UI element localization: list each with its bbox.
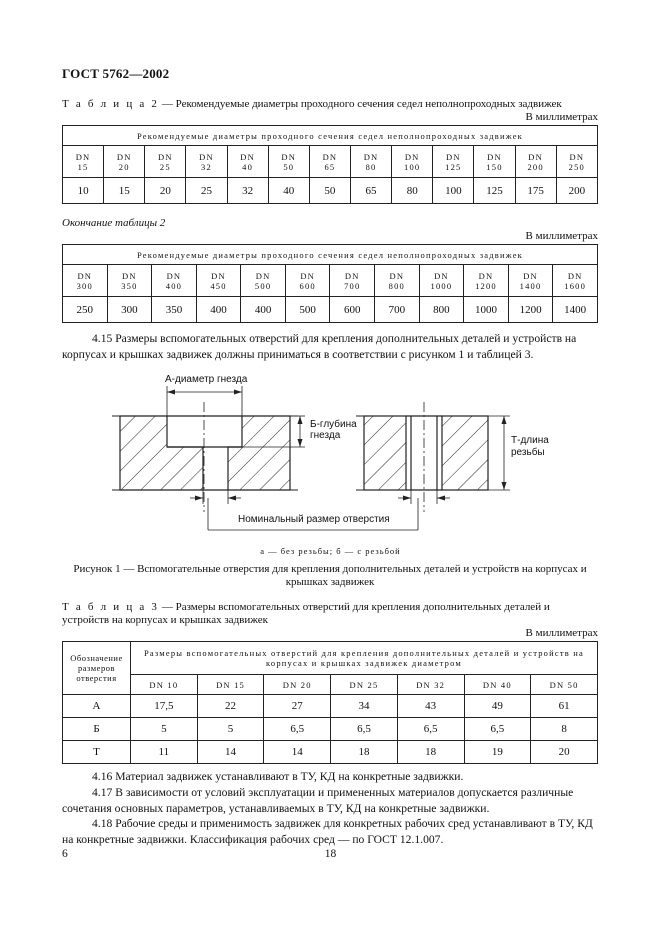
table3-cell: 11 [131, 741, 198, 764]
table2-end-units: В миллиметрах [525, 230, 598, 242]
paragraph-4-17: 4.17 В зависимости от условий эксплуатации и примененных материалов допускается различные сочетания основных параметров, устанавливаемых в ТУ, КД на конкретные задвижки. [62, 786, 574, 815]
table2-dn-cell: DN 200 [515, 146, 556, 178]
table3-span-header: Размеры вспомогательных отверстий для крепления дополнительных деталей и устройств на корпусах и крышках задвижек диаметром [131, 642, 598, 675]
table2-value-cell: 125 [474, 178, 515, 204]
table3-cell: 6,5 [397, 718, 464, 741]
table2-value-row [63, 178, 598, 204]
table2-end-dn-cell: DN 1200 [464, 265, 509, 297]
table3-cell: 17,5 [131, 695, 198, 718]
table2-end-value-cell: 700 [375, 297, 420, 323]
table3-row-label: Б [63, 718, 131, 741]
table2-value-cell: 80 [392, 178, 433, 204]
table3-cell: 14 [264, 741, 331, 764]
table2-end-dn-cell: DN 800 [375, 265, 420, 297]
table3-row-label: А [63, 695, 131, 718]
paragraph-4-15: 4.15 Размеры вспомогательных отверстий для крепления дополнительных деталей и устройств на корпусах и крышках задвижек должны приниматься в соответствии с рисунком 1 и таблицей 3. [62, 332, 577, 361]
table2-value-cell: 10 [63, 178, 104, 204]
figure-label-t [511, 435, 549, 459]
table2-dn-cell: DN 20 [104, 146, 145, 178]
table3-caption-text: — Размеры вспомогательных отверстий для крепления дополнительных деталей и устройств на корпусах и крышках задвижек [62, 601, 550, 626]
table2-value-cell: 40 [268, 178, 309, 204]
table3-cell: 8 [531, 718, 598, 741]
figure-label-t-line1: Т-длина [511, 435, 549, 446]
table2-end-value-cell: 300 [107, 297, 152, 323]
table2-dn-cell: DN 15 [63, 146, 104, 178]
table3-row-label: Т [63, 741, 131, 764]
table3-cell: 6,5 [464, 718, 531, 741]
table2-value-cell: 50 [309, 178, 350, 204]
table2-caption [62, 98, 562, 110]
table2-end-dn-cell: DN 400 [152, 265, 197, 297]
figure-subcaption: а — без резьбы; б — с резьбой [260, 546, 401, 556]
table2-end-dn-cell: DN 1000 [419, 265, 464, 297]
table2-end-value-cell: 1400 [553, 297, 598, 323]
table3-cell: 20 [531, 741, 598, 764]
table2-caption-label: Т а б л и ц а 2 [62, 98, 160, 110]
paragraph-4-18: 4.18 Рабочие среды и применимость задвижек для конкретных рабочих сред устанавливают в ТУ, КД на конкретные задвижки. Классификация рабочих сред — по ГОСТ 12.1.007. [62, 817, 593, 846]
table2-end-dn-cell: DN 600 [285, 265, 330, 297]
table2-value-cell: 65 [350, 178, 391, 204]
table2-end-value-cell: 500 [285, 297, 330, 323]
table2-value-cell: 32 [227, 178, 268, 204]
table2 [62, 125, 598, 204]
table3-cell: 6,5 [264, 718, 331, 741]
page-number-left: 6 [62, 848, 68, 860]
table2-caption-text: — Рекомендуемые диаметры проходного сечения седел неполнопроходных задвижек [159, 98, 562, 110]
table3 [62, 641, 598, 764]
table2-span-header: Рекомендуемые диаметры проходного сечения седел неполнопроходных задвижек [63, 126, 598, 146]
table3-cell: 49 [464, 695, 531, 718]
table3-cell: 22 [197, 695, 264, 718]
table2-value-cell: 100 [433, 178, 474, 204]
table3-column-header: DN 50 [531, 675, 598, 695]
figure-label-b [310, 419, 357, 441]
table3-column-header: DN 32 [397, 675, 464, 695]
table2-dn-cell: DN 125 [433, 146, 474, 178]
table2-end-dn-cell: DN 300 [63, 265, 108, 297]
table3-cell: 43 [397, 695, 464, 718]
table3-row-header: Обозначение размеров отверстия [63, 642, 131, 695]
table3-column-row [63, 675, 598, 695]
table2-value-cell: 25 [186, 178, 227, 204]
table2-dn-cell: DN 25 [145, 146, 186, 178]
figure-label-b-line1: Б-глубина [310, 419, 357, 430]
table3-row [63, 741, 598, 764]
paragraph-4-16: 4.16 Материал задвижек устанавливают в ТУ, КД на конкретные задвижки. [92, 770, 464, 783]
table2-value-cell: 200 [556, 178, 597, 204]
table3-cell: 18 [397, 741, 464, 764]
table2-dn-cell: DN 32 [186, 146, 227, 178]
table2-dn-row [63, 146, 598, 178]
table3-cell: 27 [264, 695, 331, 718]
table3-units: В миллиметрах [525, 627, 598, 639]
table3-cell: 5 [131, 718, 198, 741]
table2-value-cell: 175 [515, 178, 556, 204]
table2-end-dn-cell: DN 700 [330, 265, 375, 297]
table3-column-header: DN 15 [197, 675, 264, 695]
table3-column-header: DN 20 [264, 675, 331, 695]
table2-end-dn-cell: DN 500 [241, 265, 286, 297]
table2-value-cell: 15 [104, 178, 145, 204]
table2-end-span-header: Рекомендуемые диаметры проходного сечения седел неполнопроходных задвижек [63, 245, 598, 265]
table2-dn-cell: DN 65 [309, 146, 350, 178]
figure-caption: Рисунок 1 — Вспомогательные отверстия для крепления дополнительных деталей и устройств на корпусах и крышках задвижек [73, 563, 587, 588]
table2-dn-cell: DN 40 [227, 146, 268, 178]
table2-end-value-cell: 250 [63, 297, 108, 323]
table2-end-value-cell: 600 [330, 297, 375, 323]
table2-end-dn-cell: DN 450 [196, 265, 241, 297]
table3-row [63, 718, 598, 741]
table3-cell: 34 [331, 695, 398, 718]
table2-end-value-cell: 1200 [508, 297, 553, 323]
table2-end-caption: Окончание таблицы 2 [62, 217, 166, 229]
table2-dn-cell: DN 50 [268, 146, 309, 178]
table3-cell: 19 [464, 741, 531, 764]
table3-caption-label: Т а б л и ц а 3 [62, 601, 160, 613]
figure-part-b [356, 402, 510, 512]
table3-row [63, 695, 598, 718]
figure-label-b-line2: гнезда [310, 430, 341, 441]
table3-column-header: DN 10 [131, 675, 198, 695]
table2-value-cell: 20 [145, 178, 186, 204]
table3-column-header: DN 25 [331, 675, 398, 695]
table2-end-value-cell: 350 [152, 297, 197, 323]
table2-end-value-cell: 800 [419, 297, 464, 323]
table3-caption [62, 601, 598, 627]
figure-label-a: А-диаметр гнезда [165, 374, 248, 385]
table2-end-value-cell: 1000 [464, 297, 509, 323]
table2-dn-cell: DN 250 [556, 146, 597, 178]
document-header: ГОСТ 5762—2002 [62, 66, 170, 81]
table3-cell: 18 [331, 741, 398, 764]
figure-label-nominal: Номинальный размер отверстия [238, 514, 390, 525]
table2-end-value-row [63, 297, 598, 323]
table2-end [62, 244, 598, 323]
table2-end-dn-row [63, 265, 598, 297]
figure-part-a [112, 386, 305, 512]
table2-end-value-cell: 400 [196, 297, 241, 323]
table2-end-value-cell: 400 [241, 297, 286, 323]
page-number-center: 18 [324, 848, 337, 860]
table3-cell: 5 [197, 718, 264, 741]
table3-column-header: DN 40 [464, 675, 531, 695]
table2-units: В миллиметрах [525, 111, 598, 123]
table2-end-dn-cell: DN 1400 [508, 265, 553, 297]
table3-cell: 61 [531, 695, 598, 718]
table2-end-dn-cell: DN 1600 [553, 265, 598, 297]
table2-dn-cell: DN 100 [392, 146, 433, 178]
figure-label-t-line2: резьбы [511, 447, 545, 458]
table2-dn-cell: DN 80 [350, 146, 391, 178]
table2-dn-cell: DN 150 [474, 146, 515, 178]
table3-cell: 14 [197, 741, 264, 764]
table3-cell: 6,5 [331, 718, 398, 741]
table2-end-dn-cell: DN 350 [107, 265, 152, 297]
